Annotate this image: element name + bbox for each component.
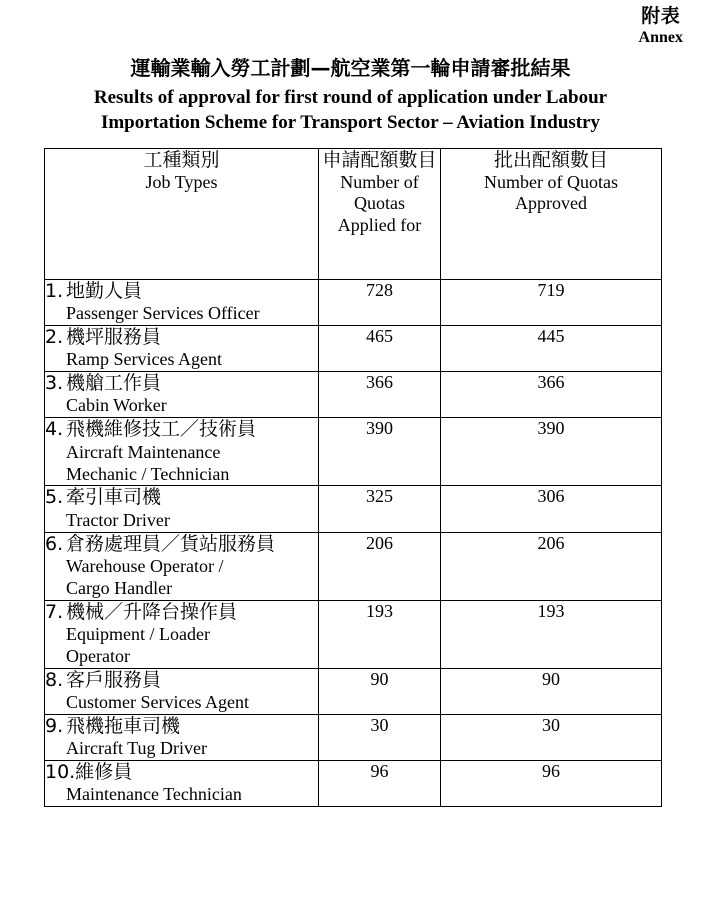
job-type-zh-text: 機艙工作員 (66, 372, 162, 395)
table-header-row (45, 149, 662, 280)
row-index: 5. (45, 486, 64, 509)
job-type-en: Tractor Driver (66, 509, 170, 530)
annex-label-en: Annex (638, 28, 683, 46)
cell-quotas-approved: 445 (441, 326, 662, 372)
cell-job-type (45, 760, 319, 806)
column-header-quotas-approved-en-l2: Approved (515, 193, 587, 214)
cell-quotas-applied: 96 (319, 760, 441, 806)
job-type-zh-text: 倉務處理員／貨站服務員 (66, 532, 276, 555)
column-header-quotas-applied-en-l2: Quotas (354, 193, 405, 214)
cell-quotas-applied: 193 (319, 600, 441, 668)
cell-quotas-approved: 366 (441, 372, 662, 418)
page-title (0, 56, 701, 135)
cell-quotas-approved: 206 (441, 532, 662, 600)
annex-label-zh: 附表 (641, 5, 681, 27)
job-type-zh (45, 601, 318, 624)
page-title-zh: 運輸業輸入勞工計劃—航空業第一輪申請審批結果 (130, 56, 571, 80)
cell-quotas-applied: 465 (319, 326, 441, 372)
job-type-zh (45, 280, 318, 303)
cell-quotas-approved: 90 (441, 668, 662, 714)
annex-marker (639, 6, 683, 47)
row-index: 3. (45, 372, 64, 395)
column-header-job-types-en: Job Types (145, 171, 218, 192)
job-type-zh (45, 669, 318, 692)
column-header-job-types (45, 149, 319, 280)
table-row (45, 600, 662, 668)
column-header-quotas-approved-zh: 批出配額數目 (493, 149, 608, 171)
job-type-en: Warehouse Operator / (66, 555, 224, 576)
cell-quotas-applied: 390 (319, 418, 441, 486)
job-type-en: Aircraft Tug Driver (66, 738, 207, 759)
cell-job-type (45, 418, 319, 486)
table-body (45, 280, 662, 807)
table-row (45, 760, 662, 806)
cell-quotas-approved: 719 (441, 280, 662, 326)
quota-table-container (44, 148, 661, 807)
job-type-zh-text: 維修員 (75, 760, 133, 783)
table-row (45, 372, 662, 418)
column-header-quotas-applied-zh: 申請配額數目 (322, 149, 437, 171)
row-index: 8. (45, 668, 64, 691)
job-type-zh (45, 326, 318, 349)
job-type-en: Maintenance Technician (66, 784, 242, 805)
cell-job-type (45, 372, 319, 418)
cell-quotas-approved: 193 (441, 600, 662, 668)
table-row (45, 714, 662, 760)
row-index: 6. (45, 532, 64, 555)
table-row (45, 668, 662, 714)
job-type-zh-text: 機械／升降台操作員 (66, 600, 238, 623)
job-type-en-line2: Mechanic / Technician (66, 463, 230, 484)
cell-quotas-applied: 206 (319, 532, 441, 600)
cell-quotas-approved: 30 (441, 714, 662, 760)
quota-table (44, 148, 662, 807)
table-row (45, 486, 662, 532)
table-row (45, 326, 662, 372)
job-type-zh-text: 機坪服務員 (66, 326, 162, 349)
job-type-en: Passenger Services Officer (66, 303, 260, 324)
cell-job-type (45, 668, 319, 714)
job-type-zh-text: 地勤人員 (66, 280, 143, 302)
row-index: 2. (45, 326, 64, 349)
cell-job-type (45, 714, 319, 760)
job-type-zh-text: 客戶服務員 (66, 668, 162, 691)
cell-quotas-approved: 390 (441, 418, 662, 486)
page-title-en (0, 85, 701, 135)
cell-quotas-applied: 30 (319, 714, 441, 760)
column-header-job-types-zh: 工種類別 (143, 149, 220, 171)
column-header-quotas-approved-en-l1: Number of Quotas (484, 171, 618, 192)
row-index: 4. (45, 418, 64, 441)
job-type-en: Customer Services Agent (66, 691, 249, 712)
job-type-en-line2: Operator (66, 645, 130, 666)
job-type-zh (45, 533, 318, 556)
table-row (45, 418, 662, 486)
cell-quotas-approved: 96 (441, 760, 662, 806)
column-header-quotas-approved (441, 149, 662, 280)
column-header-quotas-applied-en-l1: Number of (340, 171, 419, 192)
job-type-zh (45, 761, 318, 784)
row-index: 9. (45, 714, 64, 737)
job-type-zh-text: 飛機維修技工／技術員 (66, 418, 257, 441)
table-head (45, 149, 662, 280)
row-index: 7. (45, 600, 64, 623)
cell-quotas-applied: 366 (319, 372, 441, 418)
job-type-zh (45, 486, 318, 509)
cell-quotas-applied: 90 (319, 668, 441, 714)
cell-quotas-approved: 306 (441, 486, 662, 532)
job-type-en: Ramp Services Agent (66, 349, 222, 370)
table-row (45, 532, 662, 600)
row-index: 10. (45, 760, 76, 783)
job-type-zh-text: 牽引車司機 (66, 486, 162, 509)
page-title-en-line2: Importation Scheme for Transport Sector – Aviation Industry (100, 112, 601, 134)
job-type-zh (45, 715, 318, 738)
column-header-quotas-applied-en-l3: Applied for (337, 214, 422, 235)
cell-quotas-applied: 325 (319, 486, 441, 532)
page-title-en-line1: Results of approval for first round of application under Labour (93, 87, 608, 108)
job-type-zh-text: 飛機拖車司機 (66, 714, 181, 737)
cell-job-type (45, 486, 319, 532)
column-header-quotas-applied (319, 149, 441, 280)
job-type-en: Aircraft Maintenance (66, 441, 221, 462)
table-row (45, 280, 662, 326)
cell-quotas-applied: 728 (319, 280, 441, 326)
job-type-zh (45, 418, 318, 441)
row-index: 1. (45, 280, 64, 302)
job-type-en-line2: Cargo Handler (66, 577, 173, 598)
job-type-en: Equipment / Loader (66, 623, 210, 644)
cell-job-type (45, 600, 319, 668)
cell-job-type (45, 280, 319, 326)
cell-job-type (45, 532, 319, 600)
job-type-en: Cabin Worker (66, 395, 167, 416)
job-type-zh (45, 372, 318, 395)
cell-job-type (45, 326, 319, 372)
